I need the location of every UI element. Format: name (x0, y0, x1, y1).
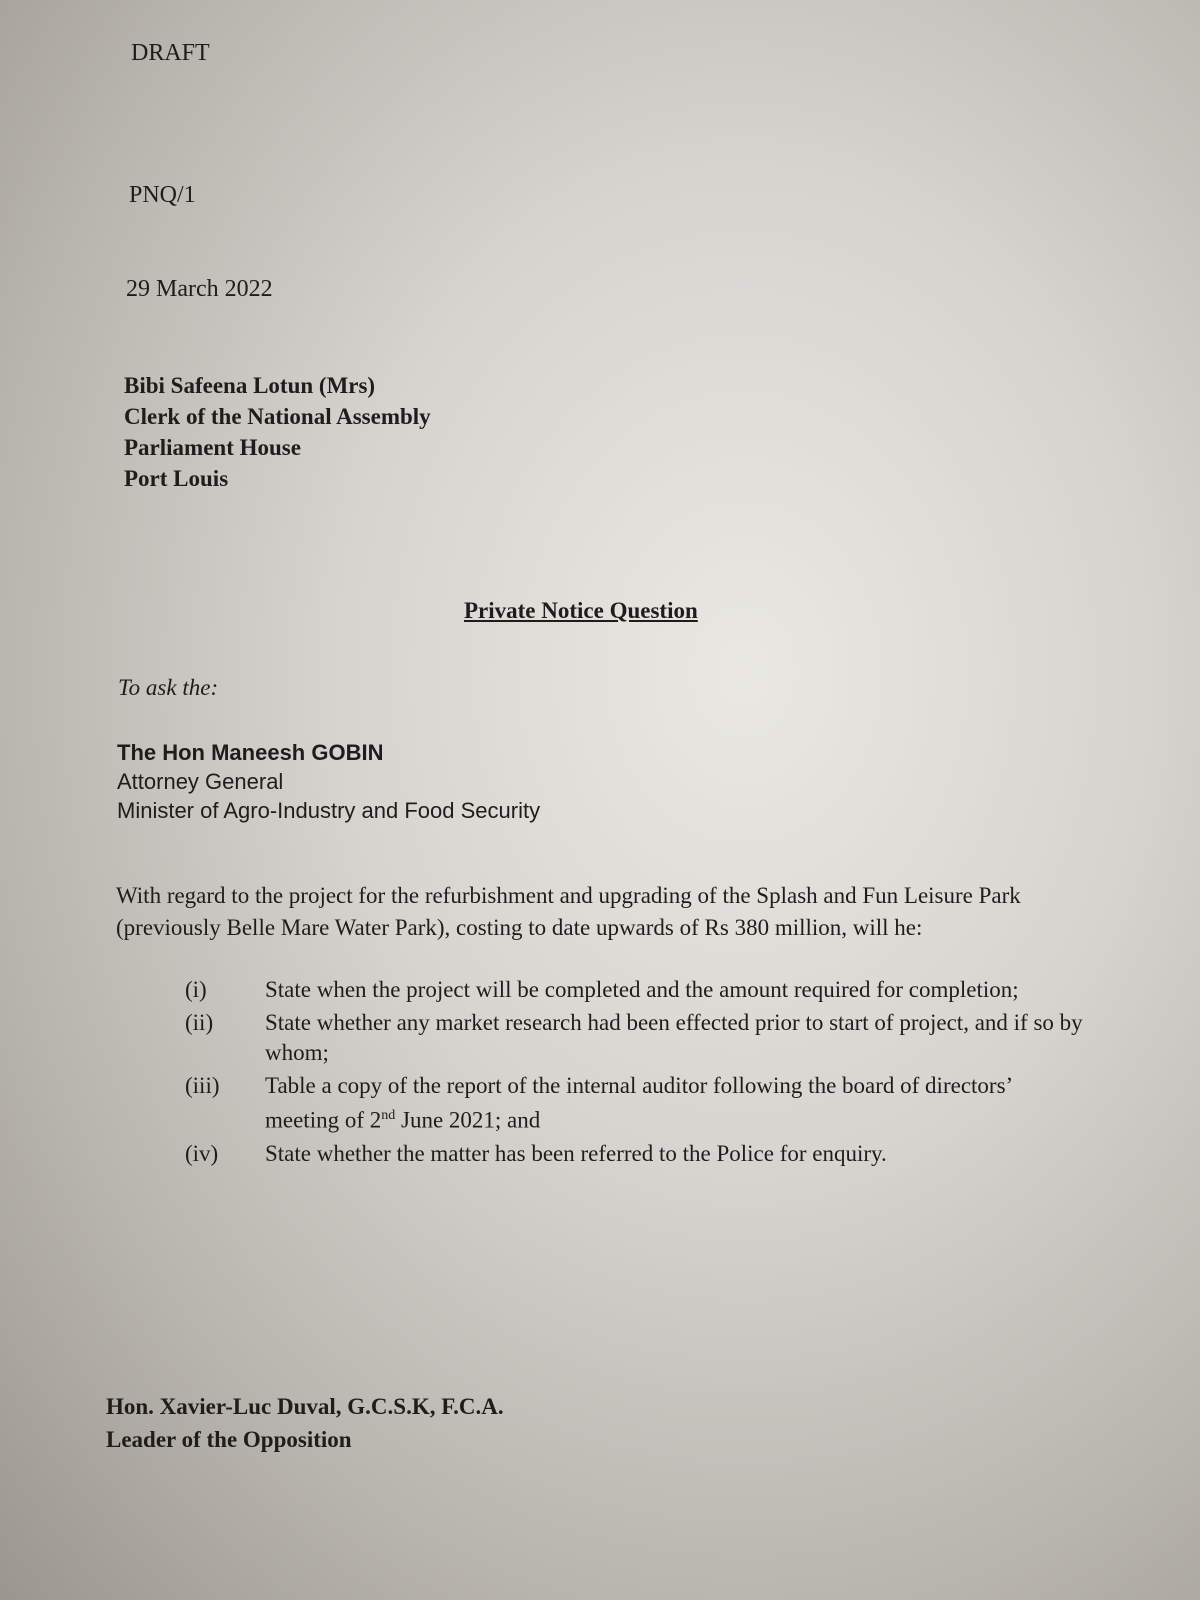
document-date: 29 March 2022 (126, 276, 273, 302)
draft-label: DRAFT (131, 40, 210, 66)
addressee-block (124, 370, 431, 494)
reference-number: PNQ/1 (129, 182, 196, 208)
question-list (185, 975, 1085, 1172)
minister-name: The Hon Maneesh GOBIN (117, 740, 384, 765)
addressee-name: Bibi Safeena Lotun (Mrs) (124, 373, 376, 398)
list-item-text: State when the project will be completed and the amount required for completion; (265, 977, 1019, 1002)
list-item (185, 1139, 1085, 1169)
minister-block (117, 738, 540, 825)
ordinal-suffix: nd (381, 1108, 396, 1123)
addressee-title: Clerk of the National Assembly (124, 404, 431, 429)
minister-role-2: Minister of Agro-Industry and Food Security (117, 798, 541, 823)
question-intro: With regard to the project for the refurbishment and upgrading of the Splash and Fun Leisure Park (previously Belle Mare Water Park), costing to date upwards of Rs 380 million, will he: (116, 883, 1021, 940)
minister-role-1: Attorney General (117, 769, 284, 794)
list-item-number: (ii) (185, 1010, 214, 1035)
document-heading: Private Notice Question (464, 598, 698, 623)
list-item-text-start: Table a copy of the report of the internal auditor following the board of directors’ meeting of 2 (265, 1073, 1012, 1133)
ask-label: To ask the: (118, 675, 219, 700)
list-item (185, 1071, 1085, 1136)
addressee-city: Port Louis (124, 466, 229, 491)
signatory-title: Leader of the Opposition (106, 1427, 352, 1452)
list-item-number: (i) (185, 977, 207, 1002)
list-item-text: State whether any market research had been effected prior to start of project, and if so by whom; (265, 1010, 1083, 1065)
addressee-building: Parliament House (124, 435, 301, 460)
list-item-number: (iii) (185, 1073, 220, 1098)
list-item-text: State whether the matter has been referred to the Police for enquiry. (265, 1140, 887, 1166)
signatory-block (106, 1390, 504, 1456)
list-item-text-end: June 2021; and (395, 1107, 541, 1133)
list-item (185, 1008, 1085, 1068)
signatory-name: Hon. Xavier-Luc Duval, G.C.S.K, F.C.A. (106, 1394, 504, 1419)
list-item-text (265, 1071, 1085, 1136)
list-item-number: (iv) (185, 1140, 219, 1166)
list-item (185, 975, 1085, 1005)
